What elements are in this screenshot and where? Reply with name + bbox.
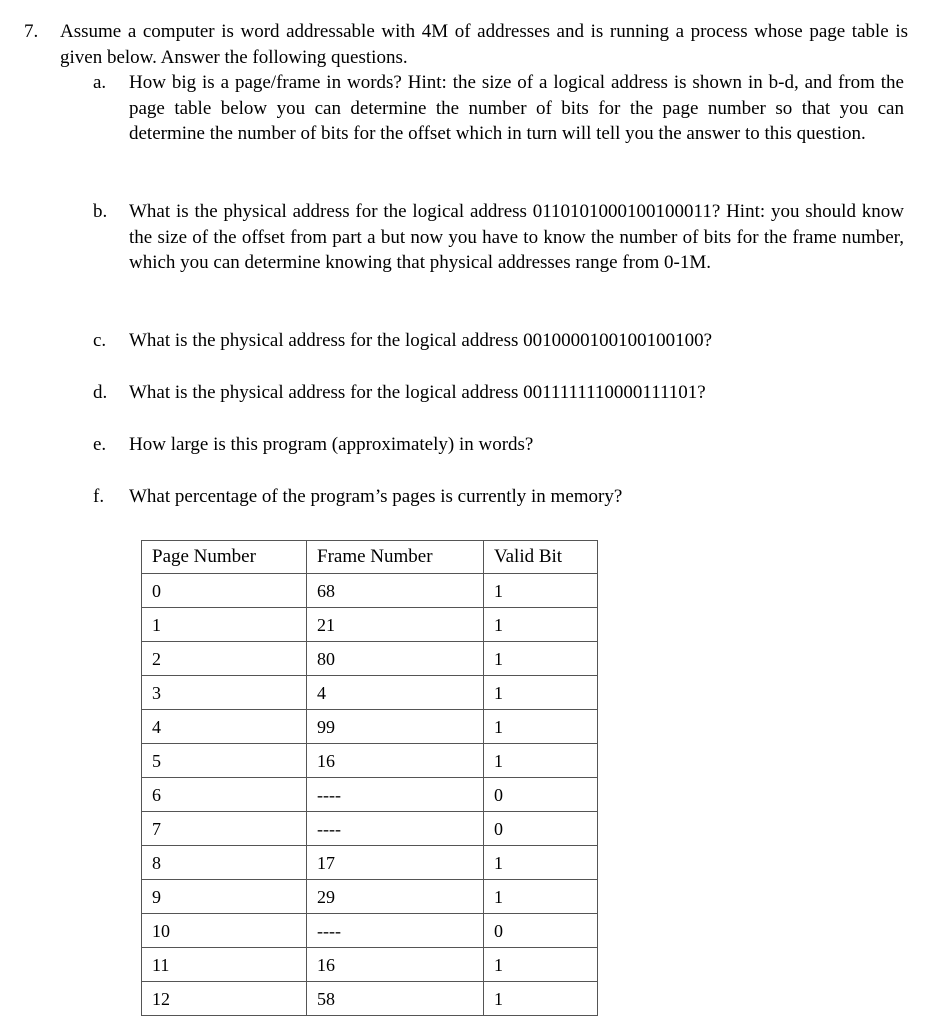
part-label: d. xyxy=(93,382,108,403)
table-row xyxy=(142,574,598,608)
frame-number-cell: 29 xyxy=(307,880,484,914)
table-row xyxy=(142,778,598,812)
header-frame-number: Frame Number xyxy=(307,541,484,574)
table-row xyxy=(142,846,598,880)
page-number-cell: 10 xyxy=(142,914,307,948)
page-number-cell: 3 xyxy=(142,676,307,710)
page-number-cell: 11 xyxy=(142,948,307,982)
page-table xyxy=(141,540,598,1016)
valid-bit-cell: 1 xyxy=(484,676,598,710)
page-number-cell: 8 xyxy=(142,846,307,880)
page-number-cell: 0 xyxy=(142,574,307,608)
header-valid-bit: Valid Bit xyxy=(484,541,598,574)
frame-number-cell: ---- xyxy=(307,914,484,948)
valid-bit-cell: 1 xyxy=(484,846,598,880)
frame-number-cell: 16 xyxy=(307,744,484,778)
part-text: How large is this program (approximately) in words? xyxy=(129,434,534,455)
table-row xyxy=(142,642,598,676)
frame-number-cell: 68 xyxy=(307,574,484,608)
page-number-cell: 2 xyxy=(142,642,307,676)
frame-number-cell: ---- xyxy=(307,778,484,812)
frame-number-cell: 21 xyxy=(307,608,484,642)
frame-number-cell: 99 xyxy=(307,710,484,744)
part-text: How big is a page/frame in words? Hint: the size of a logical address is shown in b-d, and from the page table below you can determine the number of bits for the page number so that you can determine the number of bits for the offset which in turn will tell you the answer to this question. xyxy=(129,72,904,145)
valid-bit-cell: 1 xyxy=(484,710,598,744)
page-number-cell: 1 xyxy=(142,608,307,642)
valid-bit-cell: 1 xyxy=(484,982,598,1016)
table-row xyxy=(142,914,598,948)
page-number-cell: 9 xyxy=(142,880,307,914)
part-label: b. xyxy=(93,201,108,222)
valid-bit-cell: 1 xyxy=(484,880,598,914)
table-row xyxy=(142,982,598,1016)
table-row xyxy=(142,710,598,744)
page-number-cell: 4 xyxy=(142,710,307,744)
page-number-cell: 7 xyxy=(142,812,307,846)
valid-bit-cell: 1 xyxy=(484,744,598,778)
part-text: What is the physical address for the logical address 0011111110000111101? xyxy=(129,382,706,403)
valid-bit-cell: 1 xyxy=(484,574,598,608)
table-row xyxy=(142,676,598,710)
header-page-number: Page Number xyxy=(142,541,307,574)
page-table-header-row xyxy=(142,541,598,574)
question-number: 7. xyxy=(24,21,39,42)
part-label: e. xyxy=(93,434,107,455)
valid-bit-cell: 1 xyxy=(484,608,598,642)
frame-number-cell: 4 xyxy=(307,676,484,710)
valid-bit-cell: 0 xyxy=(484,778,598,812)
frame-number-cell: ---- xyxy=(307,812,484,846)
part-text: What is the physical address for the logical address 0110101000100100011? Hint: you should know the size of the offset from part a but now you have to know the number of bits for the frame number, which you can determine knowing that physical addresses range from 0-1M. xyxy=(129,201,904,274)
part-label: a. xyxy=(93,72,107,93)
table-row xyxy=(142,812,598,846)
frame-number-cell: 58 xyxy=(307,982,484,1016)
table-row xyxy=(142,948,598,982)
valid-bit-cell: 0 xyxy=(484,914,598,948)
page-number-cell: 5 xyxy=(142,744,307,778)
part-text: What is the physical address for the logical address 0010000100100100100? xyxy=(129,330,713,351)
valid-bit-cell: 0 xyxy=(484,812,598,846)
page-number-cell: 12 xyxy=(142,982,307,1016)
page-number-cell: 6 xyxy=(142,778,307,812)
part-label: c. xyxy=(93,330,107,351)
valid-bit-cell: 1 xyxy=(484,642,598,676)
table-row xyxy=(142,744,598,778)
part-text: What percentage of the program’s pages is currently in memory? xyxy=(129,486,623,507)
frame-number-cell: 17 xyxy=(307,846,484,880)
table-row xyxy=(142,880,598,914)
valid-bit-cell: 1 xyxy=(484,948,598,982)
question-text: Assume a computer is word addressable with 4M of addresses and is running a process whose page table is given below. Answer the following questions. xyxy=(60,21,908,68)
table-row xyxy=(142,608,598,642)
part-label: f. xyxy=(93,486,105,507)
frame-number-cell: 16 xyxy=(307,948,484,982)
frame-number-cell: 80 xyxy=(307,642,484,676)
